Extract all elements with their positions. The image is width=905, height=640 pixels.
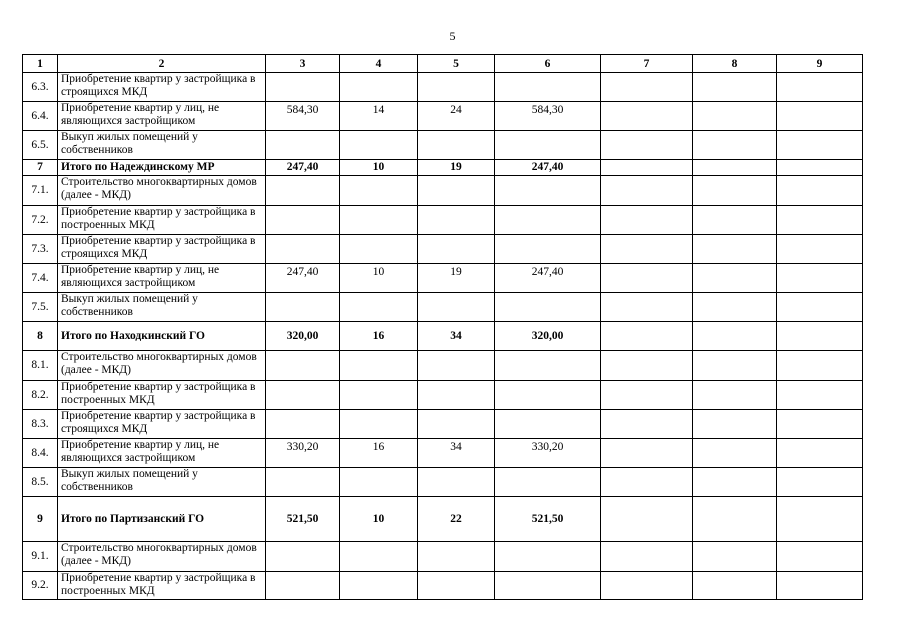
- table-total-row: [23, 322, 863, 351]
- col6-value-cell: 247,40: [495, 264, 601, 293]
- table-row: [23, 293, 863, 322]
- col5-value-cell: [418, 542, 495, 572]
- table-header-row: [23, 55, 863, 73]
- col6-value-cell: [495, 176, 601, 206]
- col3-value-cell: [266, 351, 340, 381]
- col6-value-cell: [495, 381, 601, 410]
- col9-value-cell: [777, 381, 863, 410]
- row-description-cell: Итого по Находкинский ГО: [58, 322, 266, 351]
- col3-value-cell: 521,50: [266, 497, 340, 542]
- col3-value-cell: [266, 468, 340, 497]
- col7-value-cell: [601, 73, 693, 102]
- header-cell-6: 6: [495, 55, 601, 73]
- col5-value-cell: [418, 176, 495, 206]
- col4-value-cell: 10: [340, 497, 418, 542]
- row-description-cell: Приобретение квартир у застройщика в построенных МКД: [58, 206, 266, 235]
- row-description-cell: Приобретение квартир у застройщика в строящихся МКД: [58, 73, 266, 102]
- col7-value-cell: [601, 381, 693, 410]
- col6-value-cell: 521,50: [495, 497, 601, 542]
- col9-value-cell: [777, 73, 863, 102]
- row-number-cell: 8.4.: [23, 439, 58, 468]
- row-number-cell: 7.4.: [23, 264, 58, 293]
- col7-value-cell: [601, 293, 693, 322]
- col8-value-cell: [693, 73, 777, 102]
- col5-value-cell: [418, 572, 495, 600]
- col3-value-cell: [266, 572, 340, 600]
- col8-value-cell: [693, 293, 777, 322]
- col4-value-cell: [340, 572, 418, 600]
- col7-value-cell: [601, 235, 693, 264]
- table-row: [23, 381, 863, 410]
- row-description-cell: Итого по Партизанский ГО: [58, 497, 266, 542]
- col4-value-cell: [340, 293, 418, 322]
- table-row: [23, 235, 863, 264]
- row-number-cell: 7.3.: [23, 235, 58, 264]
- table-total-row: [23, 497, 863, 542]
- col8-value-cell: [693, 102, 777, 131]
- col3-value-cell: [266, 235, 340, 264]
- row-description-cell: Приобретение квартир у застройщика в строящихся МКД: [58, 410, 266, 439]
- col8-value-cell: [693, 468, 777, 497]
- row-description-cell: Строительство многоквартирных домов (далее - МКД): [58, 351, 266, 381]
- col4-value-cell: [340, 176, 418, 206]
- col5-value-cell: 22: [418, 497, 495, 542]
- header-cell-3: 3: [266, 55, 340, 73]
- table-row: [23, 131, 863, 160]
- col5-value-cell: [418, 235, 495, 264]
- col9-value-cell: [777, 176, 863, 206]
- col6-value-cell: 584,30: [495, 102, 601, 131]
- col8-value-cell: [693, 497, 777, 542]
- col8-value-cell: [693, 176, 777, 206]
- col9-value-cell: [777, 131, 863, 160]
- header-cell-2: 2: [58, 55, 266, 73]
- col9-value-cell: [777, 410, 863, 439]
- col7-value-cell: [601, 206, 693, 235]
- col6-value-cell: 320,00: [495, 322, 601, 351]
- header-cell-9: 9: [777, 55, 863, 73]
- row-number-cell: 8.3.: [23, 410, 58, 439]
- col3-value-cell: 584,30: [266, 102, 340, 131]
- row-description-cell: Строительство многоквартирных домов (далее - МКД): [58, 542, 266, 572]
- col6-value-cell: [495, 410, 601, 439]
- row-number-cell: 8.5.: [23, 468, 58, 497]
- col7-value-cell: [601, 439, 693, 468]
- col3-value-cell: [266, 131, 340, 160]
- col9-value-cell: [777, 235, 863, 264]
- row-number-cell: 9.2.: [23, 572, 58, 600]
- col9-value-cell: [777, 542, 863, 572]
- col9-value-cell: [777, 160, 863, 176]
- col7-value-cell: [601, 468, 693, 497]
- row-description-cell: Приобретение квартир у лиц, не являющихся застройщиком: [58, 439, 266, 468]
- col7-value-cell: [601, 264, 693, 293]
- row-description-cell: Итого по Надеждинскому МР: [58, 160, 266, 176]
- col6-value-cell: [495, 206, 601, 235]
- table-row: [23, 351, 863, 381]
- row-number-cell: 9: [23, 497, 58, 542]
- table-row: [23, 176, 863, 206]
- row-number-cell: 6.3.: [23, 73, 58, 102]
- col5-value-cell: [418, 410, 495, 439]
- col7-value-cell: [601, 410, 693, 439]
- page-number: 5: [449, 29, 456, 43]
- row-description-cell: Приобретение квартир у лиц, не являющихся застройщиком: [58, 264, 266, 293]
- col7-value-cell: [601, 542, 693, 572]
- col6-value-cell: 330,20: [495, 439, 601, 468]
- col5-value-cell: [418, 293, 495, 322]
- col5-value-cell: 19: [418, 264, 495, 293]
- col4-value-cell: 16: [340, 322, 418, 351]
- col4-value-cell: [340, 73, 418, 102]
- col9-value-cell: [777, 351, 863, 381]
- col8-value-cell: [693, 410, 777, 439]
- col4-value-cell: [340, 542, 418, 572]
- col7-value-cell: [601, 131, 693, 160]
- col8-value-cell: [693, 439, 777, 468]
- table-row: [23, 410, 863, 439]
- table-row: [23, 73, 863, 102]
- row-number-cell: 9.1.: [23, 542, 58, 572]
- col9-value-cell: [777, 439, 863, 468]
- table-total-row: [23, 160, 863, 176]
- col5-value-cell: [418, 351, 495, 381]
- header-cell-1: 1: [23, 55, 58, 73]
- col3-value-cell: [266, 293, 340, 322]
- col8-value-cell: [693, 572, 777, 600]
- col5-value-cell: [418, 381, 495, 410]
- col3-value-cell: 247,40: [266, 160, 340, 176]
- col5-value-cell: 19: [418, 160, 495, 176]
- row-description-cell: Приобретение квартир у застройщика в построенных МКД: [58, 572, 266, 600]
- col5-value-cell: 34: [418, 322, 495, 351]
- col4-value-cell: 14: [340, 102, 418, 131]
- col7-value-cell: [601, 102, 693, 131]
- row-description-cell: Выкуп жилых помещений у собственников: [58, 293, 266, 322]
- col5-value-cell: [418, 468, 495, 497]
- col5-value-cell: [418, 206, 495, 235]
- header-cell-4: 4: [340, 55, 418, 73]
- row-number-cell: 6.4.: [23, 102, 58, 131]
- table-row: [23, 264, 863, 293]
- col8-value-cell: [693, 351, 777, 381]
- col3-value-cell: [266, 542, 340, 572]
- col7-value-cell: [601, 176, 693, 206]
- row-number-cell: 8.1.: [23, 351, 58, 381]
- col9-value-cell: [777, 293, 863, 322]
- col9-value-cell: [777, 102, 863, 131]
- table-row: [23, 468, 863, 497]
- col4-value-cell: [340, 468, 418, 497]
- col9-value-cell: [777, 468, 863, 497]
- col3-value-cell: 247,40: [266, 264, 340, 293]
- header-cell-7: 7: [601, 55, 693, 73]
- row-description-cell: Строительство многоквартирных домов (далее - МКД): [58, 176, 266, 206]
- col4-value-cell: 10: [340, 160, 418, 176]
- table-body: [23, 55, 863, 600]
- col3-value-cell: [266, 381, 340, 410]
- col5-value-cell: [418, 73, 495, 102]
- col4-value-cell: [340, 131, 418, 160]
- row-number-cell: 6.5.: [23, 131, 58, 160]
- table-row: [23, 439, 863, 468]
- row-number-cell: 7.2.: [23, 206, 58, 235]
- col4-value-cell: [340, 235, 418, 264]
- col5-value-cell: 24: [418, 102, 495, 131]
- col7-value-cell: [601, 572, 693, 600]
- col9-value-cell: [777, 206, 863, 235]
- col6-value-cell: [495, 351, 601, 381]
- col4-value-cell: [340, 410, 418, 439]
- header-cell-8: 8: [693, 55, 777, 73]
- row-number-cell: 8.2.: [23, 381, 58, 410]
- col6-value-cell: [495, 572, 601, 600]
- col3-value-cell: 330,20: [266, 439, 340, 468]
- row-number-cell: 8: [23, 322, 58, 351]
- col3-value-cell: [266, 73, 340, 102]
- col7-value-cell: [601, 322, 693, 351]
- col4-value-cell: [340, 381, 418, 410]
- col8-value-cell: [693, 160, 777, 176]
- col8-value-cell: [693, 264, 777, 293]
- col6-value-cell: [495, 468, 601, 497]
- col9-value-cell: [777, 497, 863, 542]
- table-row: [23, 206, 863, 235]
- col8-value-cell: [693, 542, 777, 572]
- row-description-cell: Выкуп жилых помещений у собственников: [58, 468, 266, 497]
- col9-value-cell: [777, 322, 863, 351]
- col3-value-cell: [266, 206, 340, 235]
- col6-value-cell: [495, 73, 601, 102]
- col6-value-cell: 247,40: [495, 160, 601, 176]
- table-row: [23, 542, 863, 572]
- row-description-cell: Приобретение квартир у застройщика в построенных МКД: [58, 381, 266, 410]
- col6-value-cell: [495, 131, 601, 160]
- table-row: [23, 572, 863, 600]
- col5-value-cell: 34: [418, 439, 495, 468]
- col8-value-cell: [693, 131, 777, 160]
- col8-value-cell: [693, 322, 777, 351]
- col7-value-cell: [601, 160, 693, 176]
- col6-value-cell: [495, 542, 601, 572]
- col4-value-cell: 10: [340, 264, 418, 293]
- col6-value-cell: [495, 235, 601, 264]
- col8-value-cell: [693, 235, 777, 264]
- data-table: [22, 54, 863, 600]
- row-description-cell: Приобретение квартир у лиц, не являющихся застройщиком: [58, 102, 266, 131]
- col7-value-cell: [601, 351, 693, 381]
- col4-value-cell: 16: [340, 439, 418, 468]
- col6-value-cell: [495, 293, 601, 322]
- col9-value-cell: [777, 572, 863, 600]
- col8-value-cell: [693, 381, 777, 410]
- col5-value-cell: [418, 131, 495, 160]
- col4-value-cell: [340, 351, 418, 381]
- col7-value-cell: [601, 497, 693, 542]
- col4-value-cell: [340, 206, 418, 235]
- col3-value-cell: 320,00: [266, 322, 340, 351]
- col3-value-cell: [266, 410, 340, 439]
- col8-value-cell: [693, 206, 777, 235]
- table-row: [23, 102, 863, 131]
- col3-value-cell: [266, 176, 340, 206]
- col9-value-cell: [777, 264, 863, 293]
- row-description-cell: Выкуп жилых помещений у собственников: [58, 131, 266, 160]
- row-description-cell: Приобретение квартир у застройщика в строящихся МКД: [58, 235, 266, 264]
- row-number-cell: 7.1.: [23, 176, 58, 206]
- header-cell-5: 5: [418, 55, 495, 73]
- row-number-cell: 7: [23, 160, 58, 176]
- row-number-cell: 7.5.: [23, 293, 58, 322]
